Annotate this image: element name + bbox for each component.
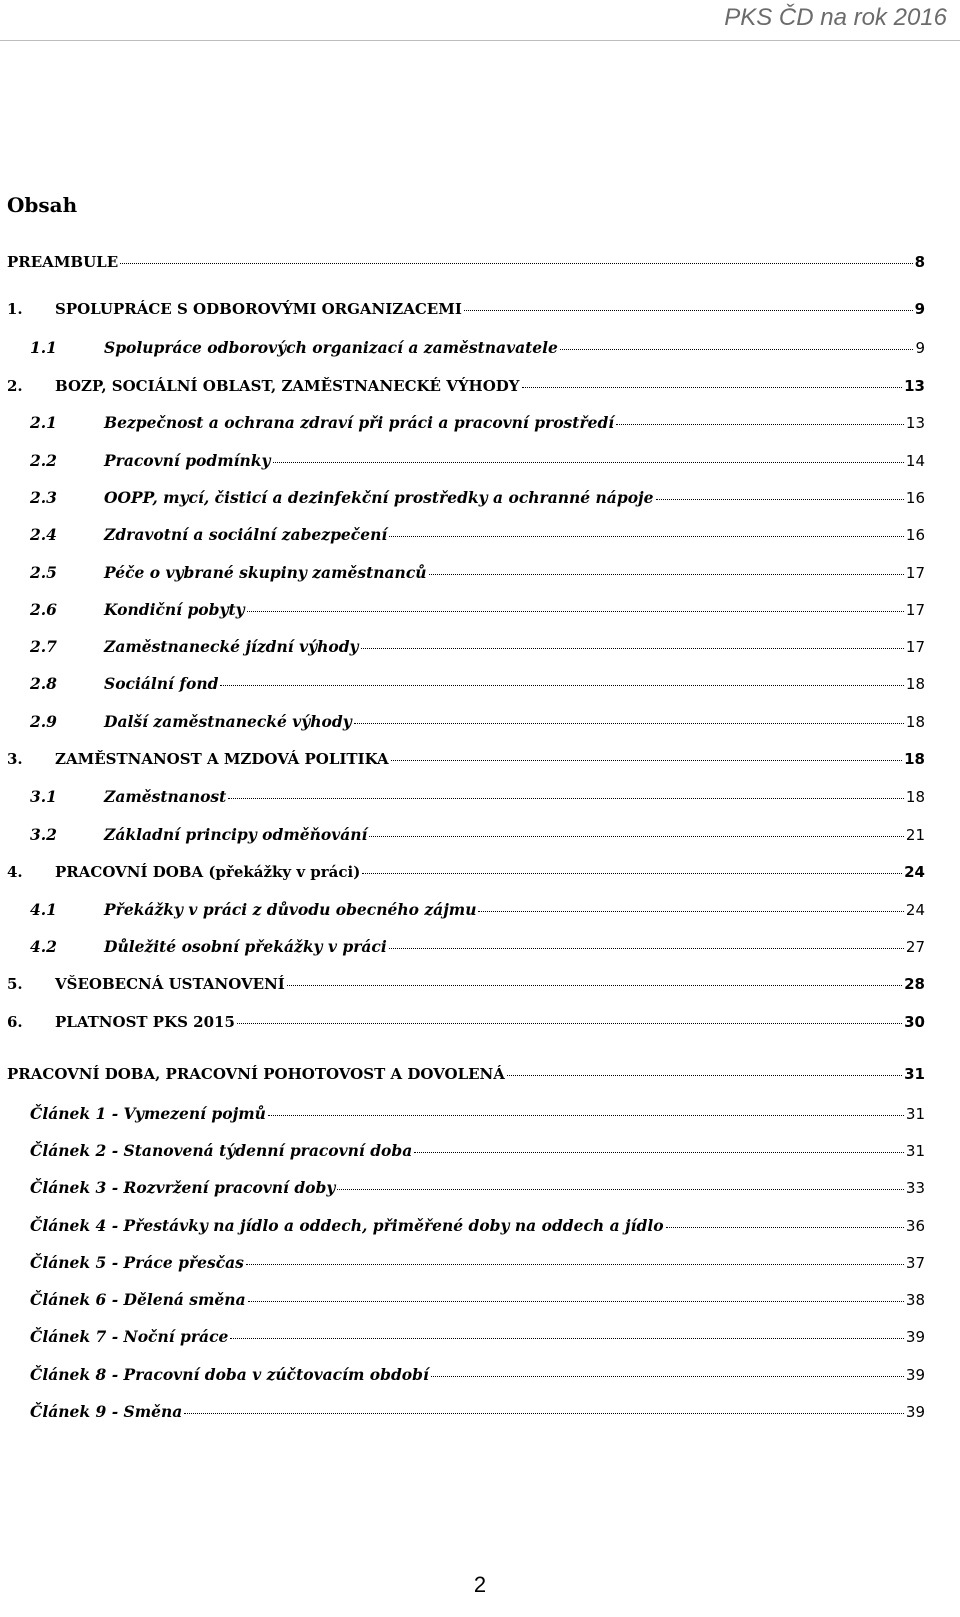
toc-entry-number: 2.9 — [30, 712, 57, 731]
toc-entry[interactable] — [30, 451, 925, 470]
toc-entry-title: Článek 1 - Vymezení pojmů — [30, 1104, 266, 1123]
toc-dot-leader — [656, 499, 904, 500]
toc-entry[interactable] — [7, 1065, 925, 1083]
toc-entry-number: 4.1 — [30, 900, 57, 919]
toc-dot-leader — [220, 685, 903, 686]
page-header: PKS ČD na rok 2016 — [724, 4, 947, 31]
toc-entry-title: SPOLUPRÁCE S ODBOROVÝMI ORGANIZACEMI — [55, 300, 462, 318]
toc-entry-title: Zaměstnanecké jízdní výhody — [104, 637, 359, 656]
toc-entry[interactable] — [30, 1178, 925, 1197]
toc-entry-title: Článek 7 - Noční práce — [30, 1327, 229, 1346]
toc-dot-leader — [429, 574, 904, 575]
toc-entry[interactable] — [7, 300, 925, 318]
toc-dot-leader — [464, 310, 913, 311]
toc-dot-leader — [362, 873, 902, 874]
toc-dot-leader — [184, 1413, 904, 1414]
toc-entry-number: 1.1 — [30, 338, 57, 357]
toc-dot-leader — [478, 911, 903, 912]
toc-entry[interactable] — [30, 1327, 925, 1346]
toc-entry-number: 2.7 — [30, 637, 57, 656]
toc-entry-title: Péče o vybrané skupiny zaměstnanců — [104, 563, 427, 582]
toc-entry[interactable] — [30, 563, 925, 582]
toc-entry-number: 2.3 — [30, 488, 57, 507]
toc-entry-title: Sociální fond — [104, 674, 219, 693]
toc-entry-page: 24 — [904, 863, 925, 881]
toc-dot-leader — [666, 1227, 904, 1228]
toc-entry-title: Kondiční pobyty — [104, 600, 245, 619]
toc-entry[interactable] — [7, 975, 925, 993]
toc-entry[interactable] — [30, 488, 925, 507]
toc-entry-title: Článek 5 - Práce přesčas — [30, 1253, 244, 1272]
toc-entry[interactable] — [30, 1104, 925, 1123]
toc-entry-page: 28 — [904, 975, 925, 993]
toc-dot-leader — [287, 985, 902, 986]
toc-dot-leader — [560, 349, 914, 350]
toc-entry[interactable] — [30, 787, 925, 806]
toc-entry-number: 3. — [7, 750, 23, 768]
toc-entry-number: 2.5 — [30, 563, 57, 582]
toc-entry-page: 18 — [905, 713, 925, 731]
toc-entry-page: 17 — [905, 564, 925, 582]
toc-entry-title: Další zaměstnanecké výhody — [104, 712, 352, 731]
toc-entry-title: PREAMBULE — [7, 253, 119, 271]
toc-entry[interactable] — [30, 1253, 925, 1272]
toc-entry[interactable] — [30, 1290, 925, 1309]
toc-entry[interactable] — [30, 1216, 925, 1235]
toc-dot-leader — [369, 836, 904, 837]
toc-dot-leader — [337, 1189, 904, 1190]
toc-dot-leader — [616, 424, 904, 425]
toc-dot-leader — [522, 387, 903, 388]
header-divider — [0, 40, 960, 41]
toc-entry-page: 18 — [904, 750, 925, 768]
toc-entry[interactable] — [7, 750, 925, 768]
toc-dot-leader — [507, 1075, 902, 1076]
toc-entry-title: ZAMĚSTNANOST A MZDOVÁ POLITIKA — [55, 750, 389, 768]
toc-entry-title: Základní principy odměňování — [104, 825, 368, 844]
toc-entry-number: 2.6 — [30, 600, 57, 619]
toc-dot-leader — [228, 798, 904, 799]
toc-entry-page: 36 — [905, 1217, 925, 1235]
toc-entry-number: 2.4 — [30, 525, 57, 544]
toc-entry[interactable] — [30, 338, 925, 357]
toc-entry-page: 38 — [905, 1291, 925, 1309]
toc-dot-leader — [389, 536, 904, 537]
toc-entry-number: 1. — [7, 300, 23, 318]
toc-entry-number: 4. — [7, 863, 23, 881]
toc-entry-title: Článek 8 - Pracovní doba v zúčtovacím období — [30, 1365, 429, 1384]
toc-dot-leader — [230, 1338, 904, 1339]
toc-entry-number: 2.8 — [30, 674, 57, 693]
toc-entry[interactable] — [7, 253, 925, 271]
toc-entry-page: 31 — [905, 1105, 925, 1123]
toc-entry-page: 13 — [904, 377, 925, 395]
toc-entry-page: 37 — [905, 1254, 925, 1272]
toc-entry-page: 14 — [905, 452, 925, 470]
toc-entry-page: 17 — [905, 638, 925, 656]
toc-entry[interactable] — [7, 1013, 925, 1031]
toc-entry[interactable] — [30, 413, 925, 432]
toc-entry-number: 2.1 — [30, 413, 57, 432]
toc-dot-leader — [273, 462, 904, 463]
toc-entry-title: Článek 9 - Směna — [30, 1402, 183, 1421]
toc-dot-leader — [237, 1023, 902, 1024]
toc-entry-title: PRACOVNÍ DOBA, PRACOVNÍ POHOTOVOST A DOVOLENÁ — [7, 1065, 505, 1083]
toc-entry-title: Článek 2 - Stanovená týdenní pracovní doba — [30, 1141, 413, 1160]
toc-entry-title: Bezpečnost a ochrana zdraví při práci a pracovní prostředí — [104, 413, 615, 432]
toc-entry-title: VŠEOBECNÁ USTANOVENÍ — [55, 975, 285, 993]
toc-dot-leader — [414, 1152, 904, 1153]
toc-entry-page: 27 — [905, 938, 925, 956]
toc-entry-page: 39 — [905, 1328, 925, 1346]
toc-entry-title: BOZP, SOCIÁLNÍ OBLAST, ZAMĚSTNANECKÉ VÝHODY — [55, 377, 520, 395]
toc-entry[interactable] — [30, 937, 925, 956]
toc-entry-page: 17 — [905, 601, 925, 619]
toc-entry-title: Spolupráce odborových organizací a zaměstnavatele — [104, 338, 558, 357]
toc-entry-number: 6. — [7, 1013, 23, 1031]
toc-entry-page: 31 — [905, 1142, 925, 1160]
toc-entry[interactable] — [30, 637, 925, 656]
toc-entry-page: 18 — [905, 788, 925, 806]
toc-entry-title: PRACOVNÍ DOBA (překážky v práci) — [55, 863, 361, 881]
toc-dot-leader — [120, 263, 912, 264]
toc-entry-title: Překážky v práci z důvodu obecného zájmu — [104, 900, 477, 919]
toc-entry-number: 5. — [7, 975, 23, 993]
toc-entry-page: 18 — [905, 675, 925, 693]
toc-entry[interactable] — [30, 525, 925, 544]
toc-entry[interactable] — [30, 1141, 925, 1160]
toc-entry[interactable] — [7, 377, 925, 395]
toc-entry[interactable] — [30, 900, 925, 919]
toc-entry-title: Pracovní podmínky — [104, 451, 271, 470]
toc-entry-page: 31 — [904, 1065, 925, 1083]
toc-entry-page: 21 — [905, 826, 925, 844]
toc-entry-title: PLATNOST PKS 2015 — [55, 1013, 235, 1031]
toc-entry-title: Článek 6 - Dělená směna — [30, 1290, 246, 1309]
toc-entry-page: 24 — [905, 901, 925, 919]
toc-entry-page: 16 — [905, 526, 925, 544]
toc-entry-page: 39 — [905, 1366, 925, 1384]
toc-entry-page: 30 — [904, 1013, 925, 1031]
toc-entry-number: 2. — [7, 377, 23, 395]
toc-dot-leader — [247, 611, 904, 612]
toc-entry-number: 3.1 — [30, 787, 57, 806]
toc-dot-leader — [248, 1301, 904, 1302]
page-number: 2 — [473, 1572, 487, 1597]
toc-entry-title: Článek 3 - Rozvržení pracovní doby — [30, 1178, 336, 1197]
toc-entry-page: 33 — [905, 1179, 925, 1197]
toc-entry[interactable] — [30, 825, 925, 844]
toc-entry-title: Zaměstnanost — [104, 787, 227, 806]
toc-entry-title: OOPP, mycí, čisticí a dezinfekční prostředky a ochranné nápoje — [104, 488, 654, 507]
toc-dot-leader — [246, 1264, 904, 1265]
toc-dot-leader — [431, 1376, 904, 1377]
toc-entry-number: 3.2 — [30, 825, 57, 844]
toc-entry-page: 9 — [915, 339, 925, 357]
toc-dot-leader — [389, 948, 904, 949]
toc-entry[interactable] — [30, 1365, 925, 1384]
toc-dot-leader — [391, 760, 902, 761]
toc-entry-page: 16 — [905, 489, 925, 507]
toc-entry[interactable] — [30, 1402, 925, 1421]
toc-dot-leader — [361, 648, 904, 649]
toc-entry-page: 8 — [914, 253, 925, 271]
toc-entry-page: 39 — [905, 1403, 925, 1421]
toc-entry[interactable] — [7, 863, 925, 881]
toc-entry-number: 4.2 — [30, 937, 57, 956]
toc-entry[interactable] — [30, 600, 925, 619]
toc-entry-page: 13 — [905, 414, 925, 432]
toc-dot-leader — [354, 723, 904, 724]
toc-entry-number: 2.2 — [30, 451, 57, 470]
toc-entry-title: Důležité osobní překážky v práci — [104, 937, 387, 956]
toc-entry-title: Zdravotní a sociální zabezpečení — [104, 525, 388, 544]
toc-entry-page: 9 — [914, 300, 925, 318]
toc-entry-title: Článek 4 - Přestávky na jídlo a oddech, přiměřené doby na oddech a jídlo — [30, 1216, 664, 1235]
toc-title: Obsah — [7, 193, 78, 217]
toc-entry[interactable] — [30, 712, 925, 731]
toc-dot-leader — [268, 1115, 904, 1116]
toc-entry[interactable] — [30, 674, 925, 693]
